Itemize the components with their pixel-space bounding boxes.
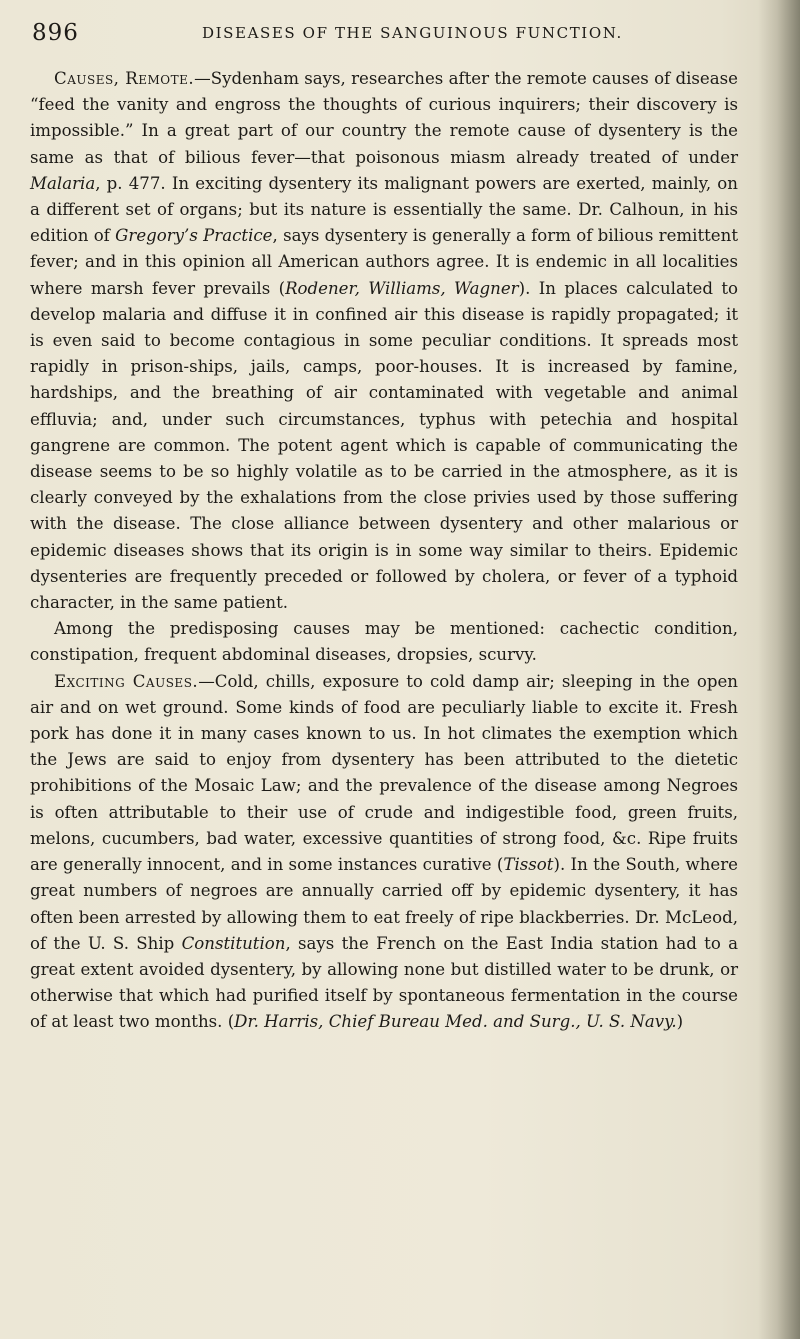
- text-segment: —Sydenham says, researches after the remote causes of disease “feed the vanity and engross the thoughts of curious inquirers; their discovery is impossible.” In a great part of our country the remote cause of dysentery is the same as that of bilious fever—that poisonous miasm already treated of under: [30, 69, 738, 167]
- text-segment: ). In places calculated to develop malaria and diffuse it in confined air this disease is rapidly propagated; it is even said to become contagious in some peculiar conditions. It spreads most rapidly in prison-ships, jails, camps, poor-houses. It is increased by famine, hardships, and the breathing of air contaminated with vegetable and animal effluvia; and, under such circumstances, typhus with petechia and hospital gangrene are common. The potent agent which is capable of communicating the disease seems to be so highly volatile as to be carried in the atmosphere, as it is clearly conveyed by the exhalations from the close privies used by those suffering with the disease. The close alliance between dysentery and other malarious or epidemic diseases shows that its origin is in some way similar to theirs. Epidemic dysenteries are frequently preceded or followed by cholera, or fever of a typhoid character, in the same patient.: [30, 278, 738, 613]
- page-edge-shadow: [758, 0, 800, 1339]
- paragraph-remote-causes: [30, 66, 738, 616]
- page-header: [22, 20, 742, 52]
- paragraph-exciting-causes: [30, 669, 738, 1036]
- reference-constitution: Constitution: [181, 933, 286, 953]
- reference-malaria: Malaria: [30, 173, 96, 193]
- text-segment: , says dysentery is generally a form of bilious remittent fever; and in this opinion all American authors agree. It is endemic in all localities where marsh fever prevails (: [30, 226, 738, 298]
- text-segment: Among the predisposing causes may be mentioned: cachectic condition, constipation, frequent abdominal diseases, dropsies, scurvy.: [30, 619, 738, 665]
- section-lead-remote-causes: Causes, Remote.: [54, 69, 195, 88]
- reference-authors: Rodener, Williams, Wagner: [285, 278, 519, 298]
- body-text: [30, 66, 738, 1036]
- section-lead-exciting-causes: Exciting Causes.: [54, 671, 199, 691]
- citation-harris: Dr. Harris, Chief Bureau Med. and Surg., U. S. Navy.: [234, 1012, 677, 1032]
- paragraph-predisposing-causes: [30, 616, 738, 668]
- running-head: DISEASES OF THE SANGUINOUS FUNCTION.: [202, 24, 623, 42]
- reference-gregory-practice: Gregory’s Practice: [115, 226, 273, 246]
- page-number: 896: [32, 20, 79, 46]
- reference-tissot: Tissot: [503, 855, 554, 875]
- text-segment: ): [676, 1012, 684, 1032]
- text-segment: ). In the South, where great numbers of negroes are annually carried off by epidemic dysentery, it has often been arrested by allowing them to eat freely of ripe blackberries. Dr. McLeod, of the U. S. Ship: [30, 855, 739, 953]
- text-segment: , p. 477. In exciting dysentery its malignant powers are exerted, mainly, on a different set of organs; but its nature is essentially the same. Dr. Calhoun, in his edition of: [30, 173, 738, 246]
- text-segment: —Cold, chills, exposure to cold damp air; sleeping in the open air and on wet ground. Some kinds of food are peculiarly liable to excite it. Fresh pork has done it in many cases known to us. In hot climates the exemption which the Jews are said to enjoy from dysentery has been attributed to the dietetic prohibitions of the Mosaic Law; and the prevalence of the disease among Negroes is often attributable to their use of crude and indigestible food, green fruits, melons, cucumbers, bad water, excessive quantities of strong food, &c. Ripe fruits are generally innocent, and in some instances curative (: [30, 671, 738, 875]
- text-segment: , says the French on the East India station had to a great extent avoided dysentery, by allowing none but distilled water to be drunk, or otherwise that which had purified itself by spontaneous fermentation in the course of at least two months. (: [30, 933, 739, 1032]
